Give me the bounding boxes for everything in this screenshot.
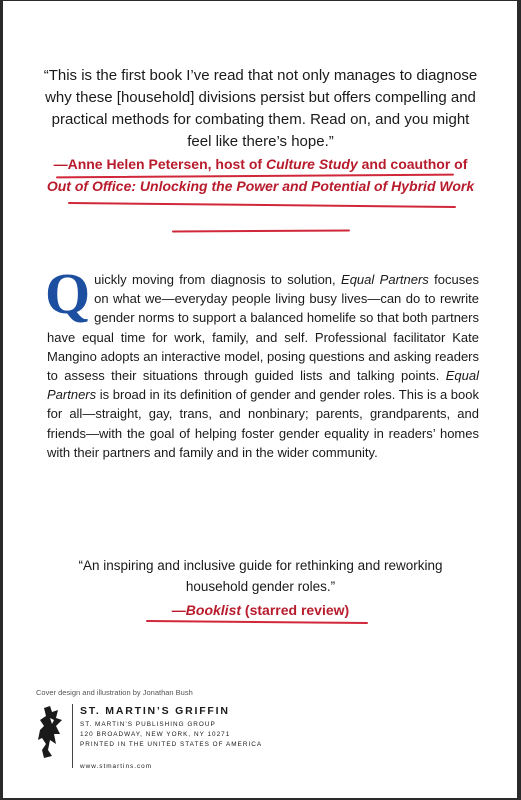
attr-book: Out of Office: Unlocking the Power and Potential of Hybrid Work <box>46 178 475 194</box>
publisher-address: 120 BROADWAY, NEW YORK, NY 10271 <box>80 731 231 738</box>
desc-title2: Equal Partners <box>47 368 479 403</box>
publisher-printed: PRINTED IN THE UNITED STATES OF AMERICA <box>80 741 263 748</box>
desc-part1: uickly moving from diagnosis to solution, <box>94 272 342 287</box>
bq-dash: — <box>171 602 186 618</box>
bq-note: (starred review) <box>241 602 350 618</box>
publisher-block <box>80 705 262 772</box>
attr-mid: and coauthor of <box>357 156 468 172</box>
highlight-underline-2 <box>68 202 456 208</box>
highlight-underline-3 <box>172 230 350 233</box>
publisher-name: ST. MARTIN’S GRIFFIN <box>80 705 230 717</box>
bottom-quote-text: “An inspiring and inclusive guide for rethinking and reworking household gender roles.” <box>78 558 443 594</box>
dropcap-letter: Q <box>45 261 91 326</box>
bottom-quote-attribution <box>60 599 461 621</box>
book-description <box>45 261 479 462</box>
publisher-url[interactable]: www.stmartins.com <box>80 763 153 770</box>
publisher-divider <box>72 704 73 768</box>
attr-show: Culture Study <box>265 156 358 172</box>
attr-prefix: —Anne Helen Petersen, host of <box>53 156 266 172</box>
desc-part3: is broad in its definition of gender and gender roles. This is a book for all—straight, gay, trans, and nonbinary; parents, grandparents, and friends—with the goal of helping foster gender equality in readers’ homes with their partners and family and in the wider community. <box>47 387 479 460</box>
top-quote-text: “This is the first book I’ve read that not only manages to diagnose why these [household] divisions persist but offers compelling and practical methods for combating them. Read on, and you might feel like there’s hope.” <box>43 67 478 150</box>
desc-part2: focuses on what we—everyday people living busy lives—can do to rewrite gender norms to support a balanced homelife so that both partners have equal time for work, family, and self. Professional facilitator Kate Mangino adopts an interactive model, posing questions and asking readers to assess their situations through guided lists and talking points. <box>47 272 479 384</box>
cover-credit: Cover design and illustration by Jonathan Bush <box>36 688 193 697</box>
griffin-logo-icon <box>36 704 66 760</box>
desc-title1: Equal Partners <box>341 272 429 287</box>
bq-source: Booklist <box>185 602 242 618</box>
bottom-blurb <box>60 555 461 621</box>
publisher-group: ST. MARTIN’S PUBLISHING GROUP <box>80 721 216 728</box>
